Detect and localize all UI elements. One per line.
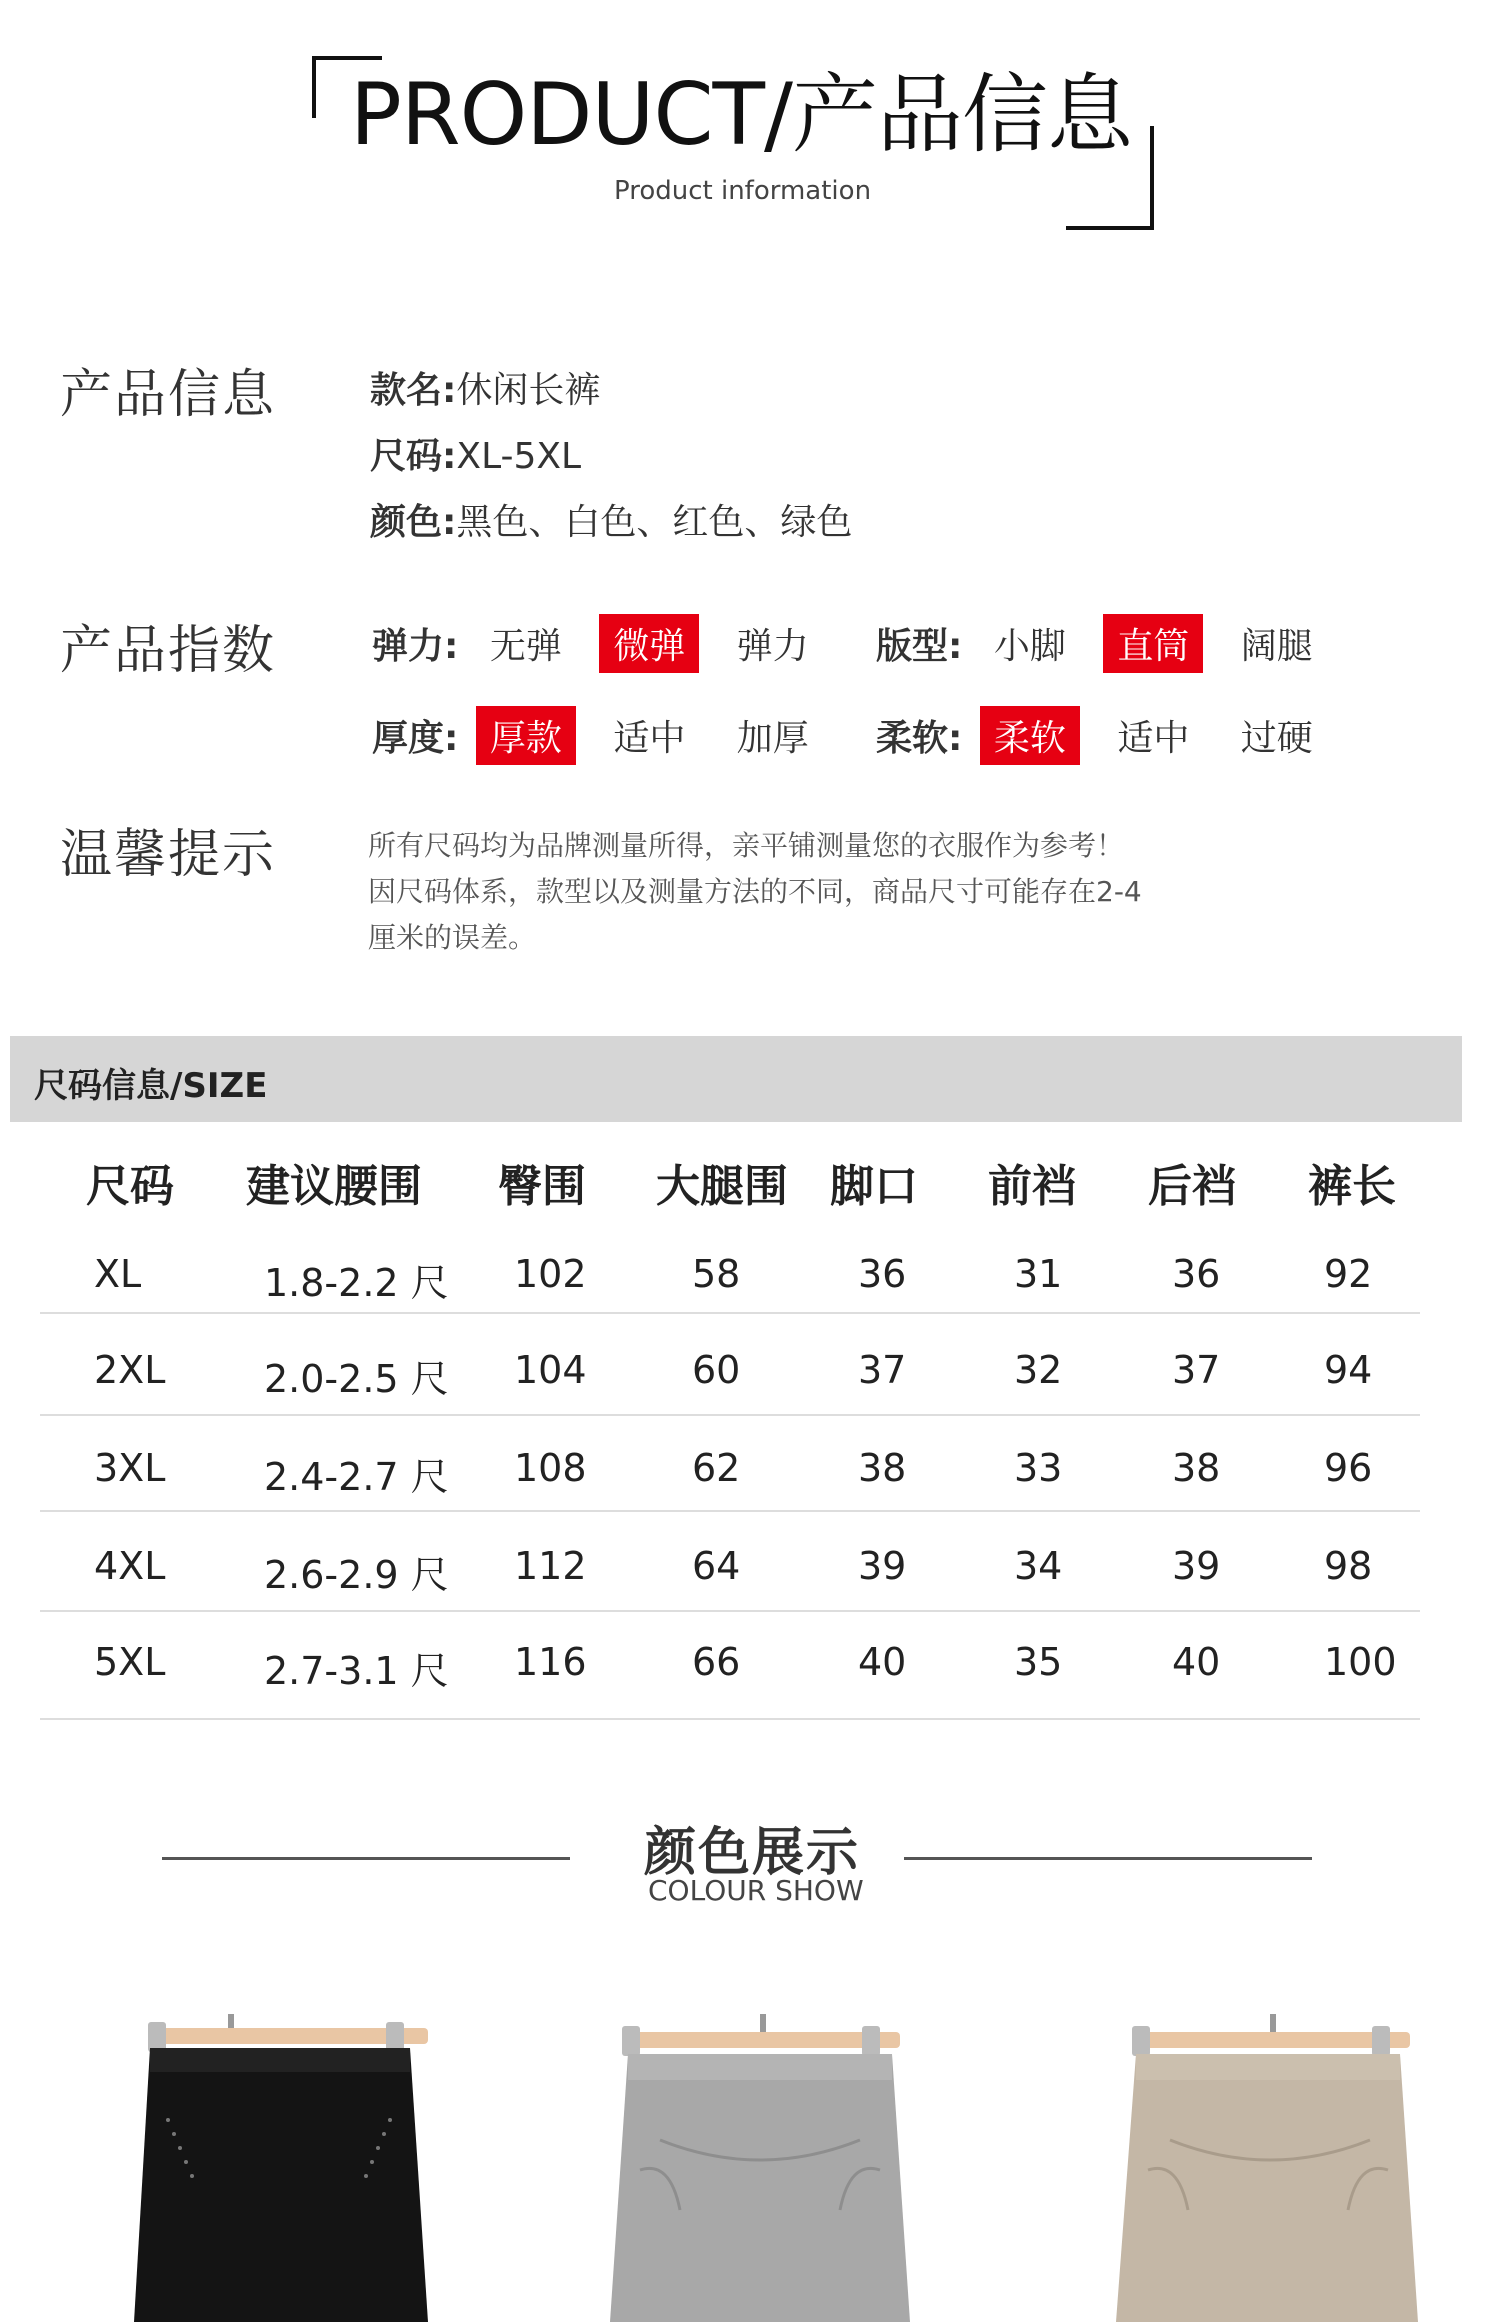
index-option: 弹力: [736, 626, 809, 667]
index-group-softness: [876, 706, 1333, 765]
row-divider: [40, 1718, 1420, 1720]
index-option: 加厚: [736, 718, 809, 759]
size-cell: 2.6-2.9 尺: [264, 1553, 449, 1597]
info-label: 尺码:: [370, 436, 457, 477]
size-cell: 37: [858, 1348, 907, 1392]
tip-line: 因尺码体系，款型以及测量方法的不同，商品尺寸可能存在2-4: [368, 875, 1142, 908]
size-cell: 2.0-2.5 尺: [264, 1357, 449, 1401]
index-option: 阔腿: [1240, 626, 1313, 667]
info-label: 颜色:: [370, 502, 457, 543]
hanger-icon: [1140, 2032, 1410, 2048]
index-group-thickness: [372, 706, 829, 765]
size-cell: 100: [1324, 1640, 1397, 1684]
index-label: 弹力:: [372, 626, 459, 667]
size-header-cell: 脚口: [830, 1161, 918, 1212]
beige-pants-image: [1110, 2010, 1430, 2322]
size-cell: 98: [1324, 1544, 1373, 1588]
page-subtitle: Product information: [614, 176, 872, 206]
pants-shape: [134, 2048, 428, 2322]
row-divider: [40, 1610, 1420, 1612]
size-cell: 40: [858, 1640, 907, 1684]
size-cell: 36: [858, 1252, 907, 1296]
info-row-color: [370, 494, 852, 545]
index-label: 版型:: [876, 626, 963, 667]
size-cell: 34: [1014, 1544, 1063, 1588]
colour-show-line-left: [162, 1857, 570, 1860]
size-cell: 2.7-3.1 尺: [264, 1649, 449, 1693]
size-cell: 3XL: [94, 1446, 166, 1490]
size-header-cell: 裤长: [1308, 1161, 1396, 1212]
colour-show-subtitle: COLOUR SHOW: [648, 1874, 864, 1907]
size-cell: 39: [858, 1544, 907, 1588]
grey-pants-image: [600, 2010, 920, 2322]
page-title: PRODUCT/产品信息: [350, 65, 1133, 165]
size-cell: 64: [692, 1544, 741, 1588]
index-label: 厚度:: [372, 718, 459, 759]
tip-line: 厘米的误差。: [368, 921, 537, 954]
size-cell: 35: [1014, 1640, 1063, 1684]
size-cell: 62: [692, 1446, 741, 1490]
pants-shape: [610, 2054, 910, 2322]
size-cell: 39: [1172, 1544, 1221, 1588]
index-option-selected: 微弹: [599, 614, 699, 673]
info-label: 款名:: [370, 370, 457, 411]
size-cell: 60: [692, 1348, 741, 1392]
index-option-selected: 直筒: [1103, 614, 1203, 673]
size-cell: 116: [514, 1640, 587, 1684]
size-cell: 104: [514, 1348, 587, 1392]
black-pants-image: [128, 2010, 448, 2322]
size-cell: 94: [1324, 1348, 1373, 1392]
size-cell: 92: [1324, 1252, 1373, 1296]
size-cell: 102: [514, 1252, 587, 1296]
size-cell: 66: [692, 1640, 741, 1684]
index-option: 适中: [1117, 718, 1190, 759]
info-value: 休闲长裤: [456, 370, 601, 411]
index-option-selected: 柔软: [980, 706, 1080, 765]
size-cell: 38: [858, 1446, 907, 1490]
size-cell: 32: [1014, 1348, 1063, 1392]
row-divider: [40, 1312, 1420, 1314]
size-cell: 112: [514, 1544, 587, 1588]
row-divider: [40, 1510, 1420, 1512]
colour-show-title: 颜色展示: [644, 1823, 861, 1883]
size-cell: 37: [1172, 1348, 1221, 1392]
size-cell: 108: [514, 1446, 587, 1490]
info-value: XL-5XL: [456, 436, 582, 477]
pants-shape: [1116, 2054, 1418, 2322]
index-option: 过硬: [1240, 718, 1313, 759]
product-index-title: 产品指数: [60, 621, 277, 681]
size-header-cell: 尺码: [86, 1161, 174, 1212]
size-cell: 1.8-2.2 尺: [264, 1261, 449, 1305]
size-header-cell: 后裆: [1148, 1161, 1236, 1212]
size-header-cell: 臀围: [498, 1161, 586, 1212]
size-cell: 4XL: [94, 1544, 166, 1588]
size-cell: 36: [1172, 1252, 1221, 1296]
size-cell: 5XL: [94, 1640, 166, 1684]
size-cell: 38: [1172, 1446, 1221, 1490]
size-cell: 31: [1014, 1252, 1063, 1296]
info-row-size: [370, 428, 581, 479]
tip-line: 所有尺码均为品牌测量所得，亲平铺测量您的衣服作为参考！: [368, 829, 1125, 862]
row-divider: [40, 1414, 1420, 1416]
size-header-cell: 建议腰围: [246, 1161, 422, 1212]
hanger-icon: [630, 2032, 900, 2048]
size-cell: XL: [94, 1252, 142, 1296]
index-option: 无弹: [489, 626, 562, 667]
size-bar-label: 尺码信息/SIZE: [34, 1066, 268, 1106]
info-value: 黑色、白色、红色、绿色: [456, 502, 853, 543]
size-header-cell: 大腿围: [656, 1161, 788, 1212]
info-row-name: [370, 362, 600, 413]
size-cell: 96: [1324, 1446, 1373, 1490]
index-option-selected: 厚款: [476, 706, 576, 765]
index-option: 小脚: [993, 626, 1066, 667]
size-cell: 58: [692, 1252, 741, 1296]
index-group-fit: [876, 614, 1333, 673]
size-cell: 2.4-2.7 尺: [264, 1455, 449, 1499]
size-cell: 40: [1172, 1640, 1221, 1684]
size-header-cell: 前裆: [988, 1161, 1076, 1212]
tips-title: 温馨提示: [60, 825, 277, 885]
product-info-title: 产品信息: [60, 365, 277, 425]
size-cell: 2XL: [94, 1348, 166, 1392]
index-option: 适中: [613, 718, 686, 759]
size-cell: 33: [1014, 1446, 1063, 1490]
index-label: 柔软:: [876, 718, 963, 759]
colour-show-line-right: [904, 1857, 1312, 1860]
index-group-elasticity: [372, 614, 829, 673]
